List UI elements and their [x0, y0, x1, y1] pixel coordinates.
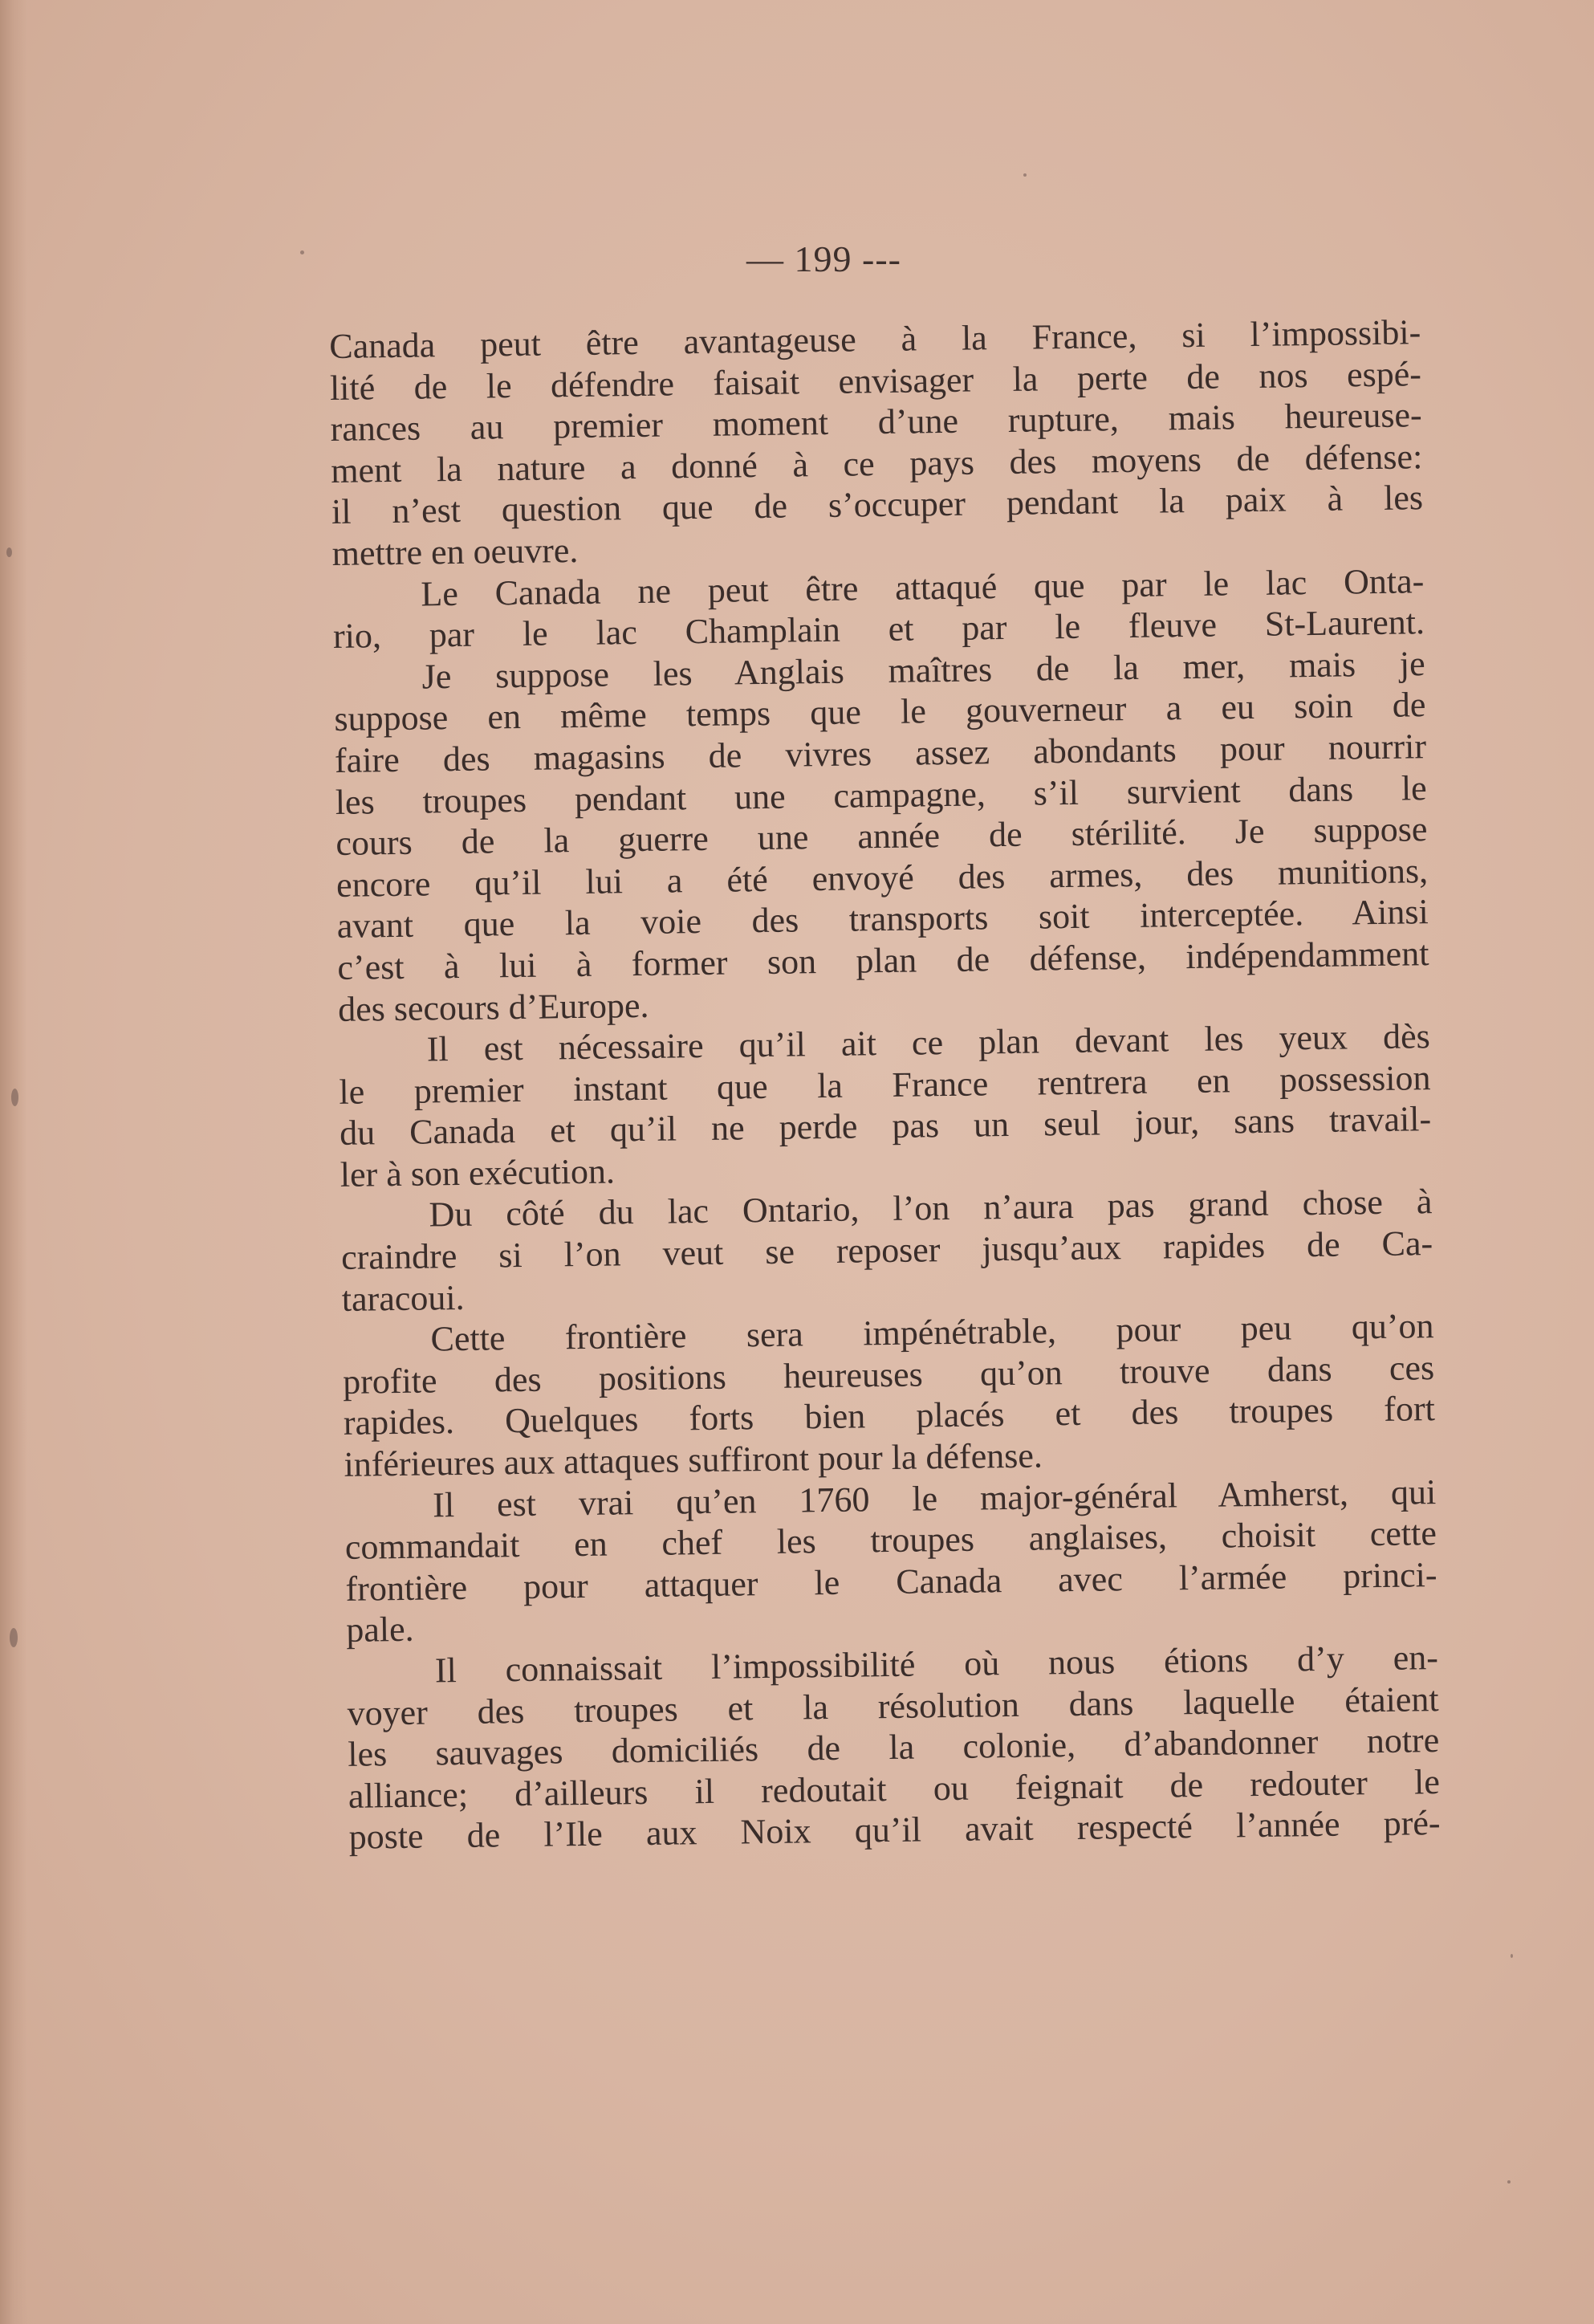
text-line: poste de l’Ile aux Noix qu’il avait respecté l’année pré- [348, 1803, 1441, 1858]
text-line: il n’est question que de s’occuper pendant la paix à les [331, 478, 1424, 532]
paper-speck [6, 547, 12, 557]
text-line: Le Canada ne peut être attaqué que par le lac Onta- [421, 560, 1425, 614]
text-line: Cette frontière sera impénétrable, pour peu qu’on [430, 1306, 1434, 1359]
text-line: profite des positions heureuses qu’on trouve dans ces [342, 1347, 1435, 1402]
text-line: Il est vrai qu’en 1760 le major-général Amherst, qui [432, 1471, 1437, 1525]
text-line: taracoui. [341, 1277, 465, 1319]
paper-speck [11, 1089, 18, 1106]
text-line: inférieures aux attaques suffiront pour la défense. [344, 1435, 1043, 1484]
paper-speck [1511, 1954, 1513, 1958]
text-line: pale. [345, 1610, 414, 1650]
text-line: suppose en même temps que le gouverneur a eu soin de [334, 685, 1426, 739]
text-line: rio, par le lac Champlain et par le fleuve St-Laurent. [332, 602, 1425, 657]
paper-speck [10, 1628, 18, 1647]
text-line: rances au premier moment d’une rupture, mais heureuse- [330, 395, 1422, 450]
text-line: c’est à lui à former son plan de défense, indépendamment [337, 934, 1429, 987]
text-line: avant que la voie des transports soit interceptée. Ainsi [336, 892, 1429, 946]
text-line: Il connaissait l’impossibilité où nous étions d’y en- [434, 1638, 1439, 1691]
text-line: ler à son exécution. [340, 1151, 616, 1195]
text-line: les troupes pendant une campagne, s’il survient dans le [335, 767, 1427, 822]
text-line: lité de le défendre faisait envisager la perte de nos espé- [329, 353, 1422, 408]
text-line: ment la nature a donné à ce pays des moyens de défense: [331, 436, 1423, 490]
text-line: commandait en chef les troupes anglaises, choisit cette [344, 1513, 1437, 1568]
paper-speck [1507, 2180, 1511, 2184]
text-line: voyer des troupes et la résolution dans laquelle étaient [347, 1679, 1439, 1733]
text-line: Je suppose les Anglais maîtres de la mer, mais je [421, 643, 1425, 697]
text-line: des secours d’Europe. [337, 985, 649, 1029]
text-line: Il est nécessaire qu’il ait ce plan devant les yeux dès [426, 1016, 1431, 1069]
text-line: frontière pour attaquer le Canada avec l’armée princi- [345, 1554, 1437, 1609]
text-line: les sauvages domiciliés de la colonie, d’abandonner notre [347, 1720, 1440, 1775]
text-line: Canada peut être avantageuse à la France, si l’impossibi- [329, 312, 1421, 366]
text-line: mettre en oeuvre. [331, 530, 579, 573]
paper-speck [1023, 173, 1027, 177]
text-line: du Canada et qu’il ne perde pas un seul jour, sans travail- [339, 1099, 1432, 1154]
text-line: rapides. Quelques forts bien placés et des troupes fort [343, 1389, 1436, 1443]
text-line: alliance; d’ailleurs il redoutait ou feignait de redouter le [348, 1761, 1441, 1816]
text-line: faire des magasins de vivres assez abondants pour nourrir [334, 727, 1427, 780]
text-line: craindre si l’on veut se reposer jusqu’aux rapides de Ca- [340, 1223, 1433, 1277]
text-line: encore qu’il lui a été envoyé des armes, des munitions, [335, 850, 1429, 905]
body-text [329, 311, 1441, 1858]
text-line: cours de la guerre une année de stérilité. Je suppose [335, 809, 1428, 864]
page-number: — 199 --- [746, 238, 901, 279]
paper-speck [300, 250, 304, 254]
text-line: le premier instant que la France rentrera en possession [339, 1057, 1431, 1112]
binding-edge [0, 0, 27, 2324]
text-line: Du côté du lac Ontario, l’on n’aura pas grand chose à [429, 1182, 1433, 1235]
